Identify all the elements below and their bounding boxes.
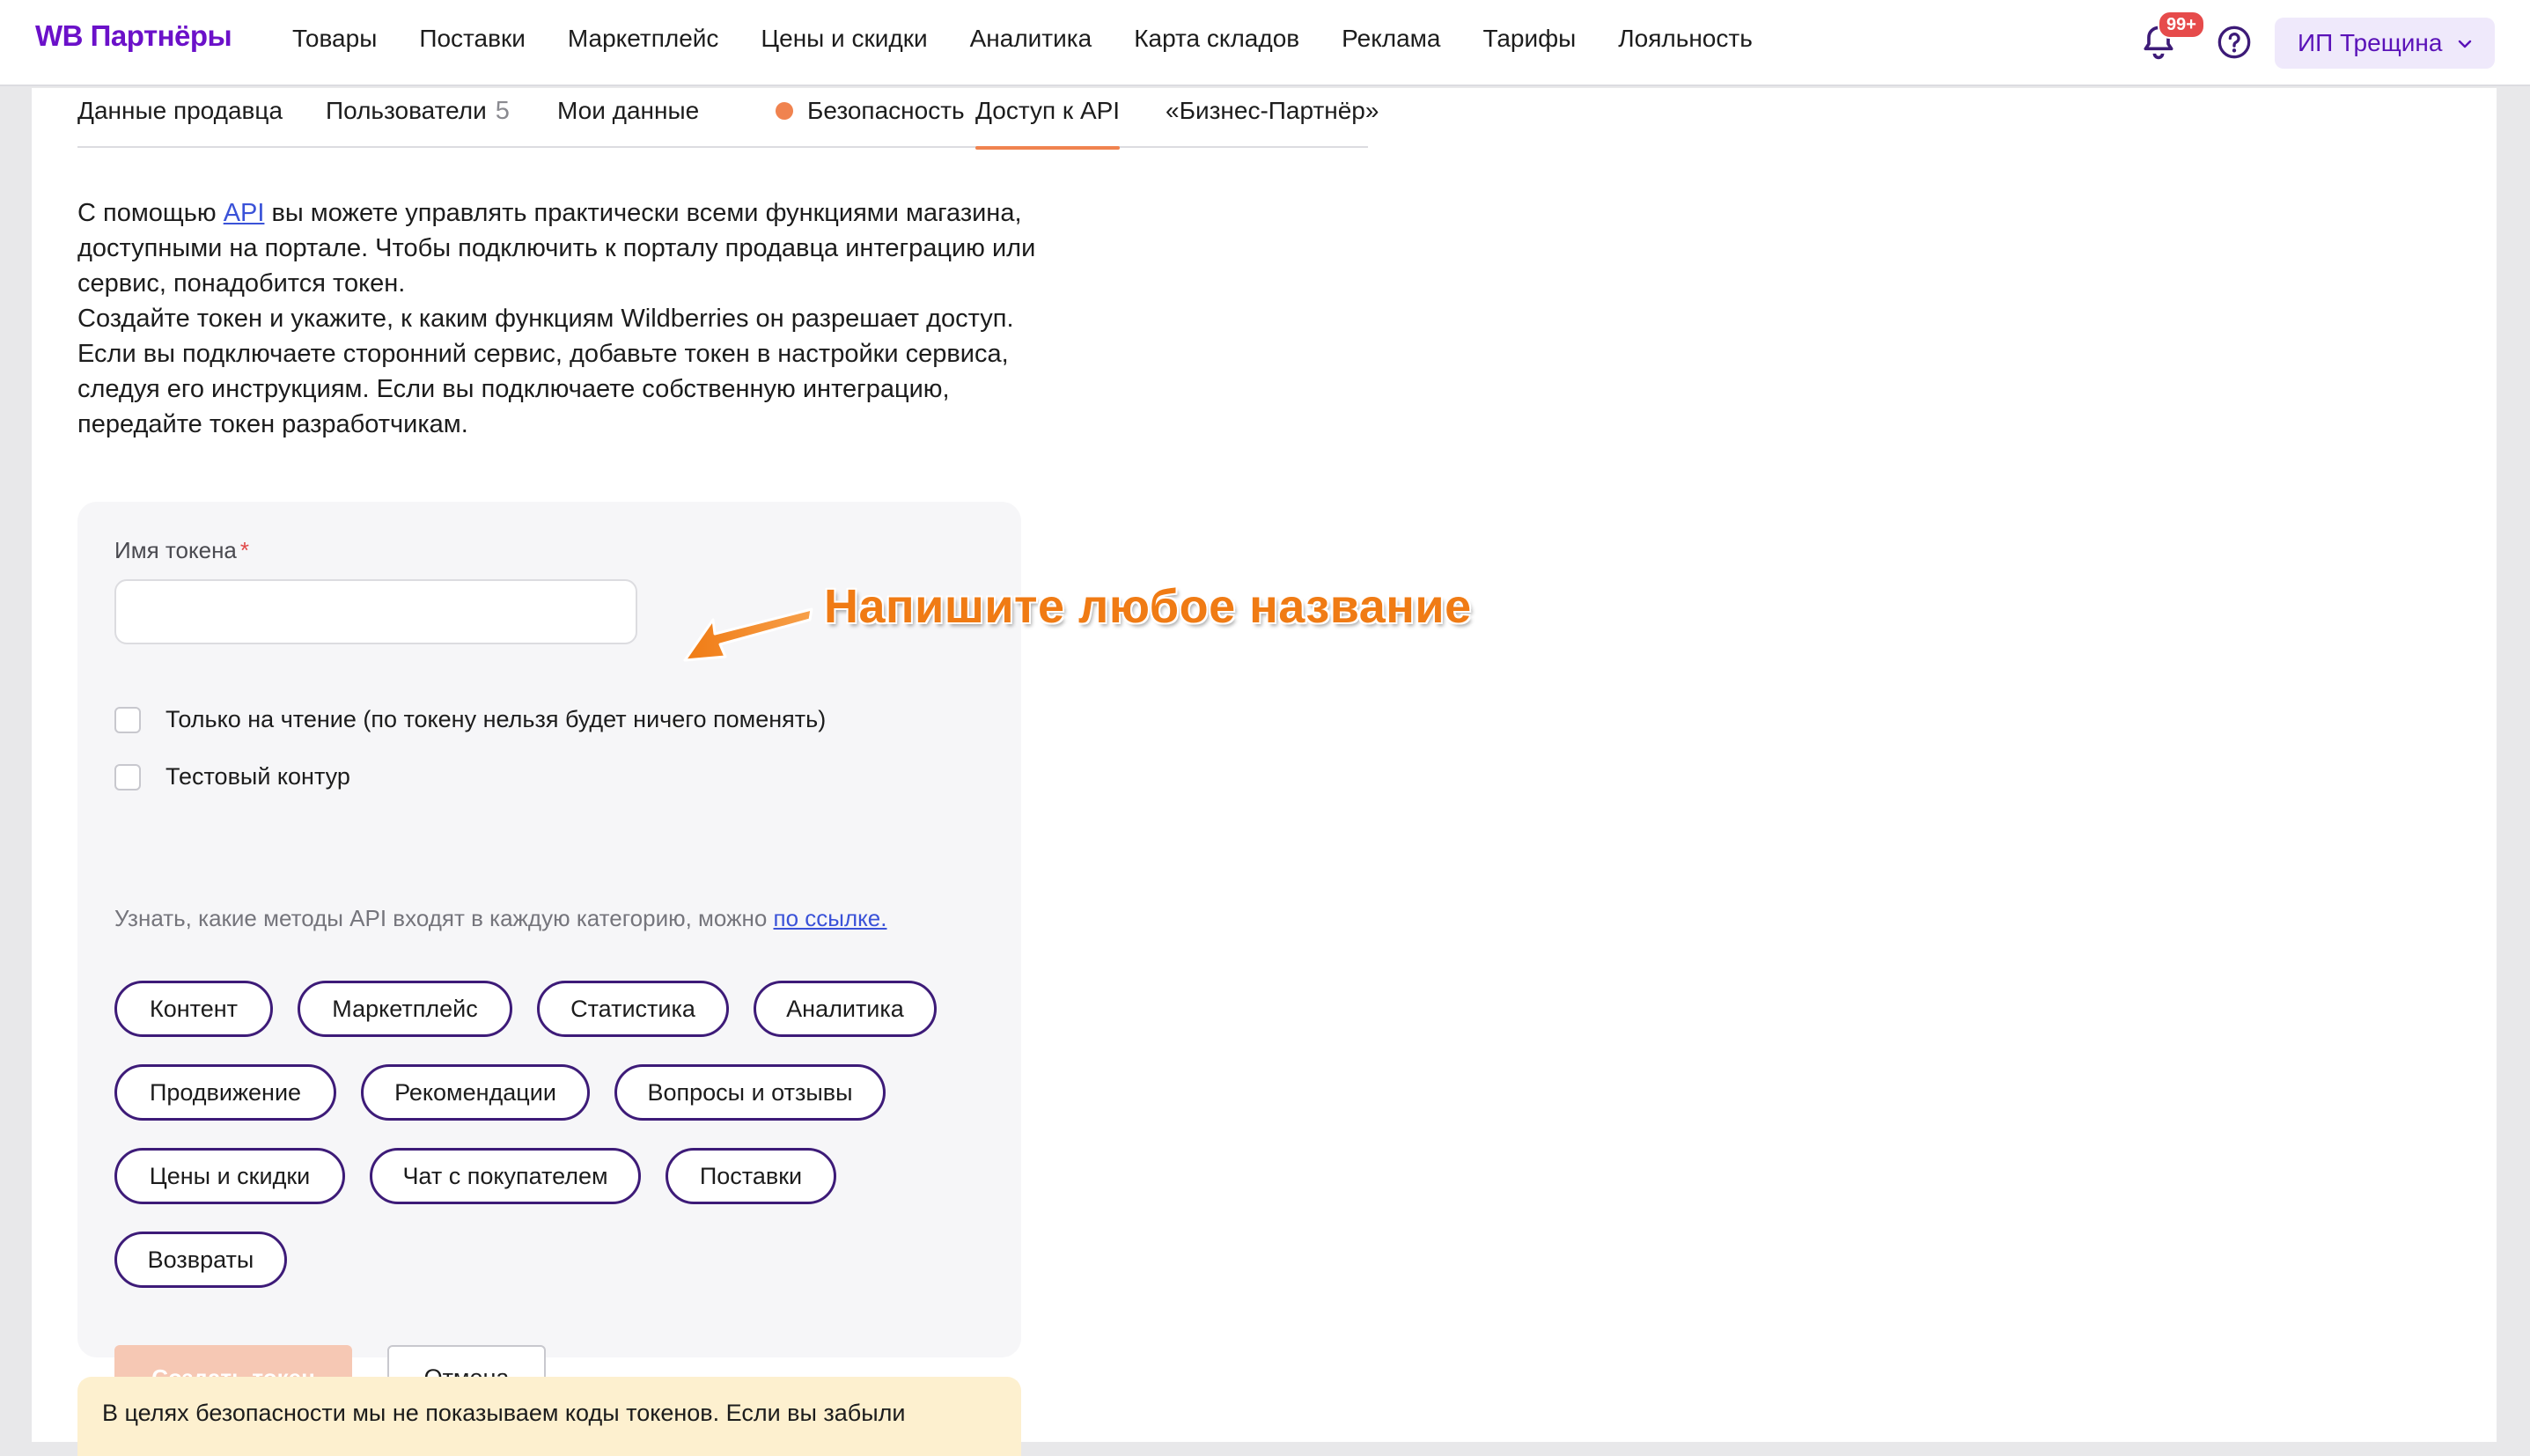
main-nav	[292, 25, 1795, 53]
category-supplies[interactable]: Поставки	[666, 1148, 836, 1204]
readonly-checkbox-row[interactable]	[114, 706, 826, 733]
token-name-input[interactable]	[114, 579, 637, 644]
tab-business-partner[interactable]	[1166, 97, 1379, 125]
test-contour-checkbox-row[interactable]	[114, 763, 350, 791]
tab-label: Данные продавца	[77, 97, 283, 124]
category-prices-discounts[interactable]: Цены и скидки	[114, 1148, 345, 1204]
tab-label: Мои данные	[557, 97, 700, 124]
alert-dot-icon	[776, 102, 793, 120]
tab-label: Безопасность	[807, 97, 965, 124]
token-name-label-text: Имя токена	[114, 537, 237, 563]
category-promotion[interactable]: Продвижение	[114, 1064, 336, 1121]
intro-rest: вы можете управлять практически всеми функциями магазина, доступными на портале. Чтобы подключить к порталу продавца интеграцию или сервис, понадобится токен.	[77, 199, 1036, 298]
api-methods-link[interactable]: по ссылке.	[773, 905, 887, 931]
category-analytics[interactable]: Аналитика	[754, 981, 937, 1037]
nav-item-supplies[interactable]: Поставки	[419, 25, 526, 52]
token-name-label	[114, 537, 249, 564]
account-name: ИП Трещина	[2298, 29, 2443, 56]
category-statistics[interactable]: Статистика	[537, 981, 729, 1037]
chevron-down-icon	[2454, 33, 2475, 55]
main-panel	[32, 88, 2497, 1442]
test-contour-label: Тестовый контур	[165, 763, 350, 790]
nav-item-tariffs[interactable]: Тарифы	[1482, 25, 1577, 52]
nav-item-marketplace[interactable]: Маркетплейс	[567, 25, 719, 52]
tab-api-access[interactable]	[975, 97, 1120, 125]
annotation-arrow-icon	[678, 602, 819, 673]
nav-item-ads[interactable]: Реклама	[1342, 25, 1441, 52]
category-recommendations[interactable]: Рекомендации	[361, 1064, 590, 1121]
nav-item-prices[interactable]: Цены и скидки	[761, 25, 928, 52]
test-contour-checkbox[interactable]	[114, 764, 141, 791]
nav-item-analytics[interactable]: Аналитика	[969, 25, 1092, 52]
readonly-checkbox[interactable]	[114, 707, 141, 733]
readonly-label: Только на чтение (по токену нельзя будет ничего поменять)	[165, 706, 827, 732]
tab-label: Пользователи	[326, 97, 487, 124]
intro-prefix: С помощью	[77, 199, 224, 227]
category-questions-reviews[interactable]: Вопросы и отзывы	[614, 1064, 886, 1121]
api-intro-text	[77, 195, 1072, 442]
api-docs-link[interactable]: API	[223, 199, 265, 227]
api-methods-hint	[114, 905, 887, 932]
help-icon[interactable]	[2217, 25, 2252, 60]
nav-item-warehouse-map[interactable]: Карта складов	[1134, 25, 1300, 52]
hint-text: Узнать, какие методы API входят в каждую категорию, можно	[114, 905, 774, 931]
profile-tabs	[77, 88, 1379, 148]
brand-logo[interactable]: WB Партнёры	[35, 19, 232, 52]
notifications-badge: 99+	[2158, 11, 2205, 39]
nav-item-loyalty[interactable]: Лояльность	[1618, 25, 1753, 52]
category-content[interactable]: Контент	[114, 981, 273, 1037]
users-count: 5	[495, 97, 510, 125]
security-notice: В целях безопасности мы не показываем коды токенов. Если вы забыли	[77, 1377, 1021, 1456]
tab-security[interactable]	[776, 97, 965, 125]
category-returns[interactable]: Возвраты	[114, 1232, 287, 1288]
required-mark: *	[239, 537, 250, 563]
top-header	[0, 0, 2530, 86]
nav-item-goods[interactable]: Товары	[292, 25, 378, 52]
tab-my-data[interactable]	[557, 97, 699, 125]
category-buyer-chat[interactable]: Чат с покупателем	[370, 1148, 641, 1204]
intro-paragraph-2: Создайте токен и укажите, к каким функциям Wildberries он разрешает доступ. Если вы подключаете сторонний сервис, добавьте токен в настройки сервиса, следуя его инструкциям. Если вы подключаете собственную интеграцию, передайте токен разработчикам.	[77, 305, 1014, 438]
annotation-callout: Напишите любое название	[824, 580, 1472, 633]
category-marketplace[interactable]: Маркетплейс	[298, 981, 512, 1037]
tab-seller-data[interactable]	[77, 97, 283, 125]
tab-users[interactable]	[326, 97, 510, 126]
tab-label: Доступ к API	[975, 97, 1121, 124]
tab-label: «Бизнес-Партнёр»	[1166, 97, 1379, 124]
account-switcher[interactable]	[2275, 18, 2495, 69]
